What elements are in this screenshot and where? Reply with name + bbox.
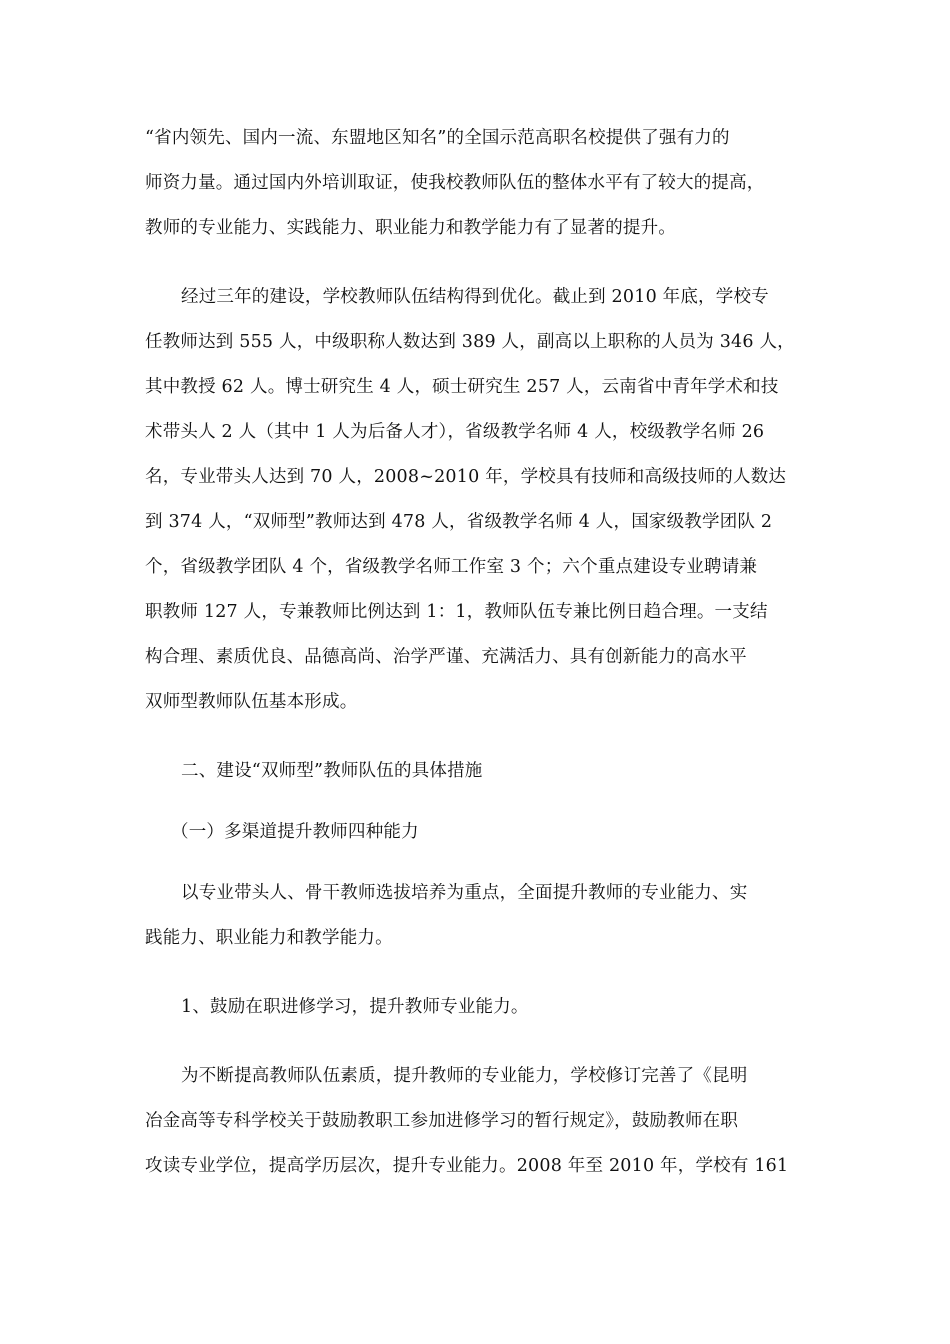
paragraph-line: “省内领先、国内一流、东盟地区知名”的全国示范高职名校提供了强有力的	[145, 128, 730, 148]
paragraph-line: 为不断提高教师队伍素质，提升教师的专业能力，学校修订完善了《昆明	[181, 1066, 748, 1086]
subsection-heading: （一）多渠道提升教师四种能力	[171, 822, 419, 842]
paragraph-line: 到 374 人，“双师型”教师达到 478 人，省级教学名师 4 人，国家级教学团队 2	[145, 512, 773, 532]
paragraph-line: 经过三年的建设，学校教师队伍结构得到优化。截止到 2010 年底，学校专	[181, 287, 769, 307]
paragraph-line: 任教师达到 555 人，中级职称人数达到 389 人，副高以上职称的人员为 346 人，	[145, 332, 795, 352]
paragraph-line: 个，省级教学团队 4 个，省级教学名师工作室 3 个；六个重点建设专业聘请兼	[145, 557, 758, 577]
item-heading: 1、鼓励在职进修学习，提升教师专业能力。	[181, 997, 529, 1017]
paragraph-line: 双师型教师队伍基本形成。	[145, 692, 358, 712]
paragraph-line: 名，专业带头人达到 70 人，2008~2010 年，学校具有技师和高级技师的人数达	[145, 467, 787, 487]
paragraph-line: 术带头人 2 人（其中 1 人为后备人才），省级教学名师 4 人，校级教学名师 26	[145, 422, 765, 442]
paragraph-line: 职教师 127 人，专兼教师比例达到 1：1，教师队伍专兼比例日趋合理。一支结	[145, 602, 768, 622]
section-heading: 二、建设“双师型”教师队伍的具体措施	[181, 761, 483, 781]
paragraph-line: 其中教授 62 人。博士研究生 4 人，硕士研究生 257 人，云南省中青年学术和技	[145, 377, 779, 397]
paragraph-line: 构合理、素质优良、品德高尚、治学严谨、充满活力、具有创新能力的高水平	[145, 647, 747, 667]
paragraph-line: 攻读专业学位，提高学历层次，提升专业能力。2008 年至 2010 年，学校有 161	[145, 1156, 789, 1176]
paragraph-line: 以专业带头人、骨干教师选拔培养为重点，全面提升教师的专业能力、实	[181, 883, 748, 903]
paragraph-line: 师资力量。通过国内外培训取证，使我校教师队伍的整体水平有了较大的提高，	[145, 173, 765, 193]
paragraph-line: 冶金高等专科学校关于鼓励教职工参加进修学习的暂行规定》，鼓励教师在职	[145, 1111, 739, 1131]
paragraph-line: 践能力、职业能力和教学能力。	[145, 928, 393, 948]
paragraph-line: 教师的专业能力、实践能力、职业能力和教学能力有了显著的提升。	[145, 218, 676, 238]
